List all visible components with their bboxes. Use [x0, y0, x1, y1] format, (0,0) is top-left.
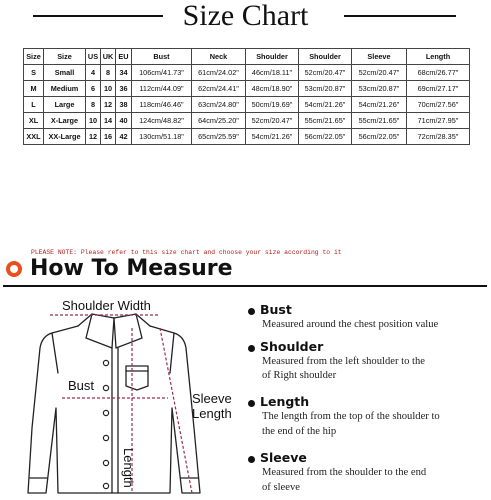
table-cell: 50cm/19.69" — [246, 97, 299, 113]
bust-description: Measured around the chest position value — [262, 319, 439, 330]
table-cell: 4 — [86, 65, 101, 81]
bullet-icon — [248, 400, 255, 407]
bullet-icon — [248, 308, 255, 315]
table-row — [24, 97, 470, 113]
table-cell: 10 — [101, 81, 116, 97]
table-cell: 53cm/20.87" — [299, 81, 352, 97]
sleeve-heading: Sleeve — [260, 450, 307, 465]
table-cell: 56cm/22.05" — [352, 129, 407, 145]
table-cell: 16 — [101, 129, 116, 145]
table-cell: 52cm/20.47" — [299, 65, 352, 81]
page-title-text: Size Chart — [175, 0, 317, 32]
section-divider — [3, 285, 487, 287]
table-cell: 112cm/44.09" — [132, 81, 192, 97]
col-header-shoulder: Shoulder — [246, 49, 299, 65]
bullet-icon — [248, 345, 255, 352]
col-header-size-name: Size — [44, 49, 86, 65]
table-cell: L — [24, 97, 44, 113]
ring-icon — [6, 261, 22, 277]
table-cell: 8 — [86, 97, 101, 113]
table-cell: 10 — [86, 113, 101, 129]
col-header-length: Length — [407, 49, 470, 65]
table-row — [24, 113, 470, 129]
size-note: PLEASE NOTE: Please refer to this size chart and choose your size according to it — [31, 249, 342, 256]
shoulder-heading: Shoulder — [260, 339, 324, 354]
table-cell: 38 — [116, 97, 132, 113]
col-header-shoulder-2: Shoulder — [299, 49, 352, 65]
table-cell: 12 — [86, 129, 101, 145]
bust-heading: Bust — [260, 302, 292, 317]
table-cell: 68cm/26.77" — [407, 65, 470, 81]
shoulder-width-label: Shoulder Width — [62, 298, 151, 313]
table-cell: 63cm/24.80" — [192, 97, 246, 113]
table-cell: 106cm/41.73" — [132, 65, 192, 81]
table-cell: 72cm/28.35" — [407, 129, 470, 145]
table-cell: 71cm/27.95" — [407, 113, 470, 129]
col-header-bust: Bust — [132, 49, 192, 65]
table-cell: S — [24, 65, 44, 81]
table-cell: 56cm/22.05" — [299, 129, 352, 145]
table-cell: 61cm/24.02" — [192, 65, 246, 81]
table-cell: Small — [44, 65, 86, 81]
col-header-sleeve: Sleeve — [352, 49, 407, 65]
table-cell: 65cm/25.59" — [192, 129, 246, 145]
col-header-us: US — [86, 49, 101, 65]
table-cell: 46cm/18.11" — [246, 65, 299, 81]
table-cell: 118cm/46.46" — [132, 97, 192, 113]
table-cell: 14 — [101, 113, 116, 129]
col-header-size-code: Size — [24, 49, 44, 65]
length-description: The length from the top of the shoulder to — [262, 411, 440, 422]
table-cell: Large — [44, 97, 86, 113]
table-row — [24, 81, 470, 97]
table-cell: 55cm/21.65" — [299, 113, 352, 129]
table-cell: Medium — [44, 81, 86, 97]
length-heading: Length — [260, 394, 310, 409]
page-title — [0, 0, 491, 32]
col-header-neck: Neck — [192, 49, 246, 65]
table-cell: 40 — [116, 113, 132, 129]
col-header-eu: EU — [116, 49, 132, 65]
col-header-uk: UK — [101, 49, 116, 65]
size-table-header-row — [24, 49, 470, 65]
table-cell: 130cm/51.18" — [132, 129, 192, 145]
table-cell: 62cm/24.41" — [192, 81, 246, 97]
length-label: Length — [121, 448, 136, 488]
table-cell: 36 — [116, 81, 132, 97]
sleeve-description: Measured from the shoulder to the end — [262, 467, 427, 478]
table-cell: XXL — [24, 129, 44, 145]
sleeve-length-label-2: Length — [192, 406, 232, 421]
table-cell: 34 — [116, 65, 132, 81]
table-cell: 64cm/25.20" — [192, 113, 246, 129]
table-cell: 42 — [116, 129, 132, 145]
table-cell: 54cm/21.26" — [299, 97, 352, 113]
table-cell: 8 — [101, 65, 116, 81]
table-cell: 54cm/21.26" — [246, 129, 299, 145]
table-cell: 52cm/20.47" — [352, 65, 407, 81]
table-cell: XL — [24, 113, 44, 129]
sleeve-description-2: of sleeve — [262, 482, 300, 493]
table-cell: 54cm/21.26" — [352, 97, 407, 113]
table-cell: 124cm/48.82" — [132, 113, 192, 129]
table-cell: 69cm/27.17" — [407, 81, 470, 97]
table-row — [24, 129, 470, 145]
how-to-measure-title: How To Measure — [30, 256, 233, 281]
table-cell: M — [24, 81, 44, 97]
shoulder-description: Measured from the left shoulder to the — [262, 356, 425, 367]
size-table — [23, 48, 470, 145]
table-cell: 70cm/27.56" — [407, 97, 470, 113]
sleeve-length-label: Sleeve — [192, 391, 232, 406]
table-cell: 55cm/21.65" — [352, 113, 407, 129]
table-cell: 12 — [101, 97, 116, 113]
bullet-icon — [248, 456, 255, 463]
table-cell: XX-Large — [44, 129, 86, 145]
length-description-2: the end of the hip — [262, 426, 337, 437]
shoulder-description-2: of Right shoulder — [262, 370, 337, 381]
table-cell: 6 — [86, 81, 101, 97]
table-row — [24, 65, 470, 81]
table-cell: 53cm/20.87" — [352, 81, 407, 97]
table-cell: X-Large — [44, 113, 86, 129]
table-cell: 52cm/20.47" — [246, 113, 299, 129]
table-cell: 48cm/18.90" — [246, 81, 299, 97]
bust-label: Bust — [68, 378, 95, 393]
